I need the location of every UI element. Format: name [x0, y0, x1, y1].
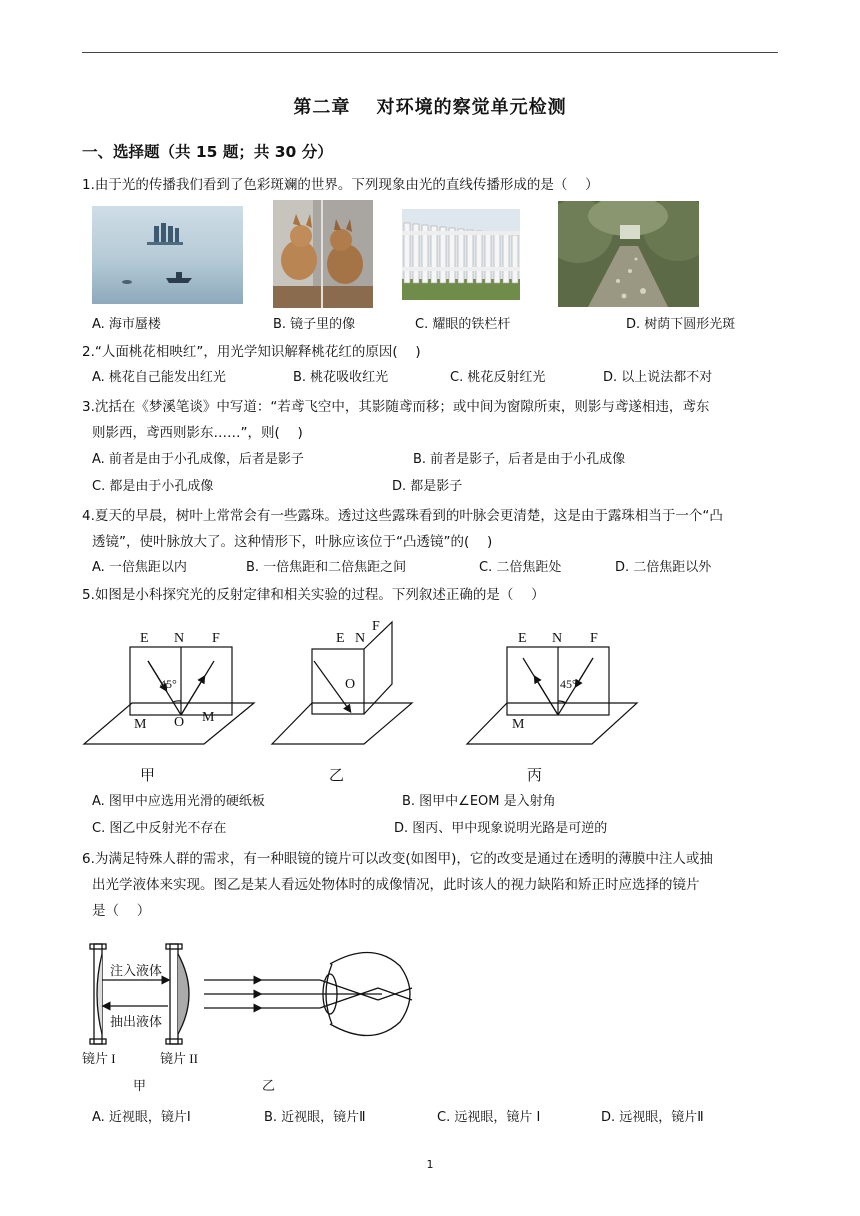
q5-option-a[interactable]: A. 图甲中应选用光滑的硬纸板 — [92, 794, 265, 809]
q4-option-b[interactable]: B. 一倍焦距和二倍焦距之间 — [246, 560, 407, 575]
section-heading: 一、选择题（共 15 题；共 30 分） — [82, 143, 333, 161]
q5-label-e2: E — [336, 631, 345, 646]
q1-option-c[interactable]: C. 耀眼的铁栏杆 — [415, 317, 511, 332]
question-3-stem-line2: 则影西，鸢西则影东……”，则( ) — [92, 425, 303, 441]
question-5-stem: 5.如图是小科探究光的反射定律和相关实验的过程。下列叙述正确的是（ ） — [82, 587, 545, 603]
q6-caption-yi: 乙 — [262, 1079, 276, 1094]
q2-option-d[interactable]: D. 以上说法都不对 — [603, 370, 713, 385]
q6-lens-eye-diagram — [82, 938, 442, 1066]
question-6-stem-line1: 6.为满足特殊人群的需求，有一种眼镜的镜片可以改变(如图甲)，它的改变是通过在透明的薄膜中注人或抽 — [82, 851, 713, 867]
q6-label-extract: 抽出液体 — [110, 1014, 163, 1029]
question-6-stem-line2: 出光学液体来实现。图乙是某人看远处物体时的成像情况，此时该人的视力缺陷和矫正时应选择的镜片 — [92, 877, 700, 893]
q5-label-m3: M — [512, 717, 525, 732]
q6-option-d[interactable]: D. 远视眼，镜片Ⅱ — [601, 1110, 704, 1125]
q6-label-lens-2: 镜片 II — [160, 1051, 198, 1066]
question-3-stem-line1: 3.沈括在《梦溪笔谈》中写道：“若鸢飞空中，其影随鸢而移；或中间为窗隙所束，则影与鸢遂相违，鸢东 — [82, 399, 710, 415]
q4-option-a[interactable]: A. 一倍焦距以内 — [92, 560, 187, 575]
q3-option-d[interactable]: D. 都是影子 — [392, 479, 463, 494]
q5-label-m1: M — [134, 717, 147, 732]
q5-caption-bing: 丙 — [527, 766, 543, 784]
q5-label-n3: N — [552, 631, 563, 646]
q5-label-e1: E — [140, 631, 149, 646]
q5-reflection-diagram — [82, 618, 652, 752]
q5-label-o1: O — [174, 715, 185, 730]
q6-caption-jia: 甲 — [133, 1079, 147, 1094]
question-2-stem: 2.“人面桃花相映红”，用光学知识解释桃花红的原因( ) — [82, 344, 421, 360]
q1-dog-mirror-photo — [273, 200, 373, 308]
header-rule — [82, 52, 778, 53]
q5-option-c[interactable]: C. 图乙中反射光不存在 — [92, 821, 227, 836]
q5-label-m1b: M — [202, 710, 215, 725]
q5-option-b[interactable]: B. 图甲中∠EOM 是入射角 — [402, 794, 556, 809]
q3-option-b[interactable]: B. 前者是影子，后者是由于小孔成像 — [413, 452, 626, 467]
q1-tree-shade-photo — [558, 201, 699, 307]
q1-fence-photo — [402, 209, 520, 300]
page-number: 1 — [426, 1158, 434, 1171]
question-1-stem: 1.由于光的传播我们看到了色彩斑斓的世界。下列现象由光的直线传播形成的是（ ） — [82, 177, 599, 193]
page-title: 第二章 对环境的察觉单元检测 — [293, 97, 567, 118]
q5-label-n2: N — [355, 631, 366, 646]
q5-label-angle3: 45° — [560, 677, 577, 691]
q3-option-a[interactable]: A. 前者是由于小孔成像，后者是影子 — [92, 452, 304, 467]
q5-label-f2: F — [372, 619, 380, 634]
q6-option-a[interactable]: A. 近视眼，镜片Ⅰ — [92, 1110, 191, 1125]
q5-label-e3: E — [518, 631, 527, 646]
q1-mirage-photo — [92, 206, 243, 304]
q5-caption-jia: 甲 — [140, 766, 156, 784]
q6-label-lens-1: 镜片 I — [82, 1051, 116, 1066]
q5-label-n1: N — [174, 631, 185, 646]
q4-option-c[interactable]: C. 二倍焦距处 — [479, 560, 562, 575]
q3-option-c[interactable]: C. 都是由于小孔成像 — [92, 479, 214, 494]
q2-option-c[interactable]: C. 桃花反射红光 — [450, 370, 546, 385]
q2-option-a[interactable]: A. 桃花自己能发出红光 — [92, 370, 226, 385]
q1-option-a[interactable]: A. 海市蜃楼 — [92, 317, 161, 332]
question-4-stem-line1: 4.夏天的早晨，树叶上常常会有一些露珠。透过这些露珠看到的叶脉会更清楚，这是由于露珠相当于一个“凸 — [82, 508, 723, 524]
q5-label-angle1: 45° — [160, 677, 177, 691]
q2-option-b[interactable]: B. 桃花吸收红光 — [293, 370, 389, 385]
q4-option-d[interactable]: D. 二倍焦距以外 — [615, 560, 712, 575]
q5-option-d[interactable]: D. 图丙、甲中现象说明光路是可逆的 — [394, 821, 608, 836]
q1-option-d[interactable]: D. 树荫下圆形光斑 — [626, 317, 736, 332]
q5-label-f1: F — [212, 631, 220, 646]
question-6-stem-line3: 是（ ） — [92, 903, 151, 919]
q6-label-inject: 注入液体 — [110, 963, 163, 978]
question-4-stem-line2: 透镜”，使叶脉放大了。这种情形下，叶脉应该位于“凸透镜”的( ) — [92, 534, 493, 550]
q6-option-c[interactable]: C. 远视眼，镜片 I — [437, 1110, 541, 1125]
q1-option-b[interactable]: B. 镜子里的像 — [273, 317, 356, 332]
q6-option-b[interactable]: B. 近视眼，镜片Ⅱ — [264, 1110, 366, 1125]
q5-caption-yi: 乙 — [329, 766, 345, 784]
q5-label-f3: F — [590, 631, 598, 646]
q5-label-o2: O — [345, 677, 356, 692]
